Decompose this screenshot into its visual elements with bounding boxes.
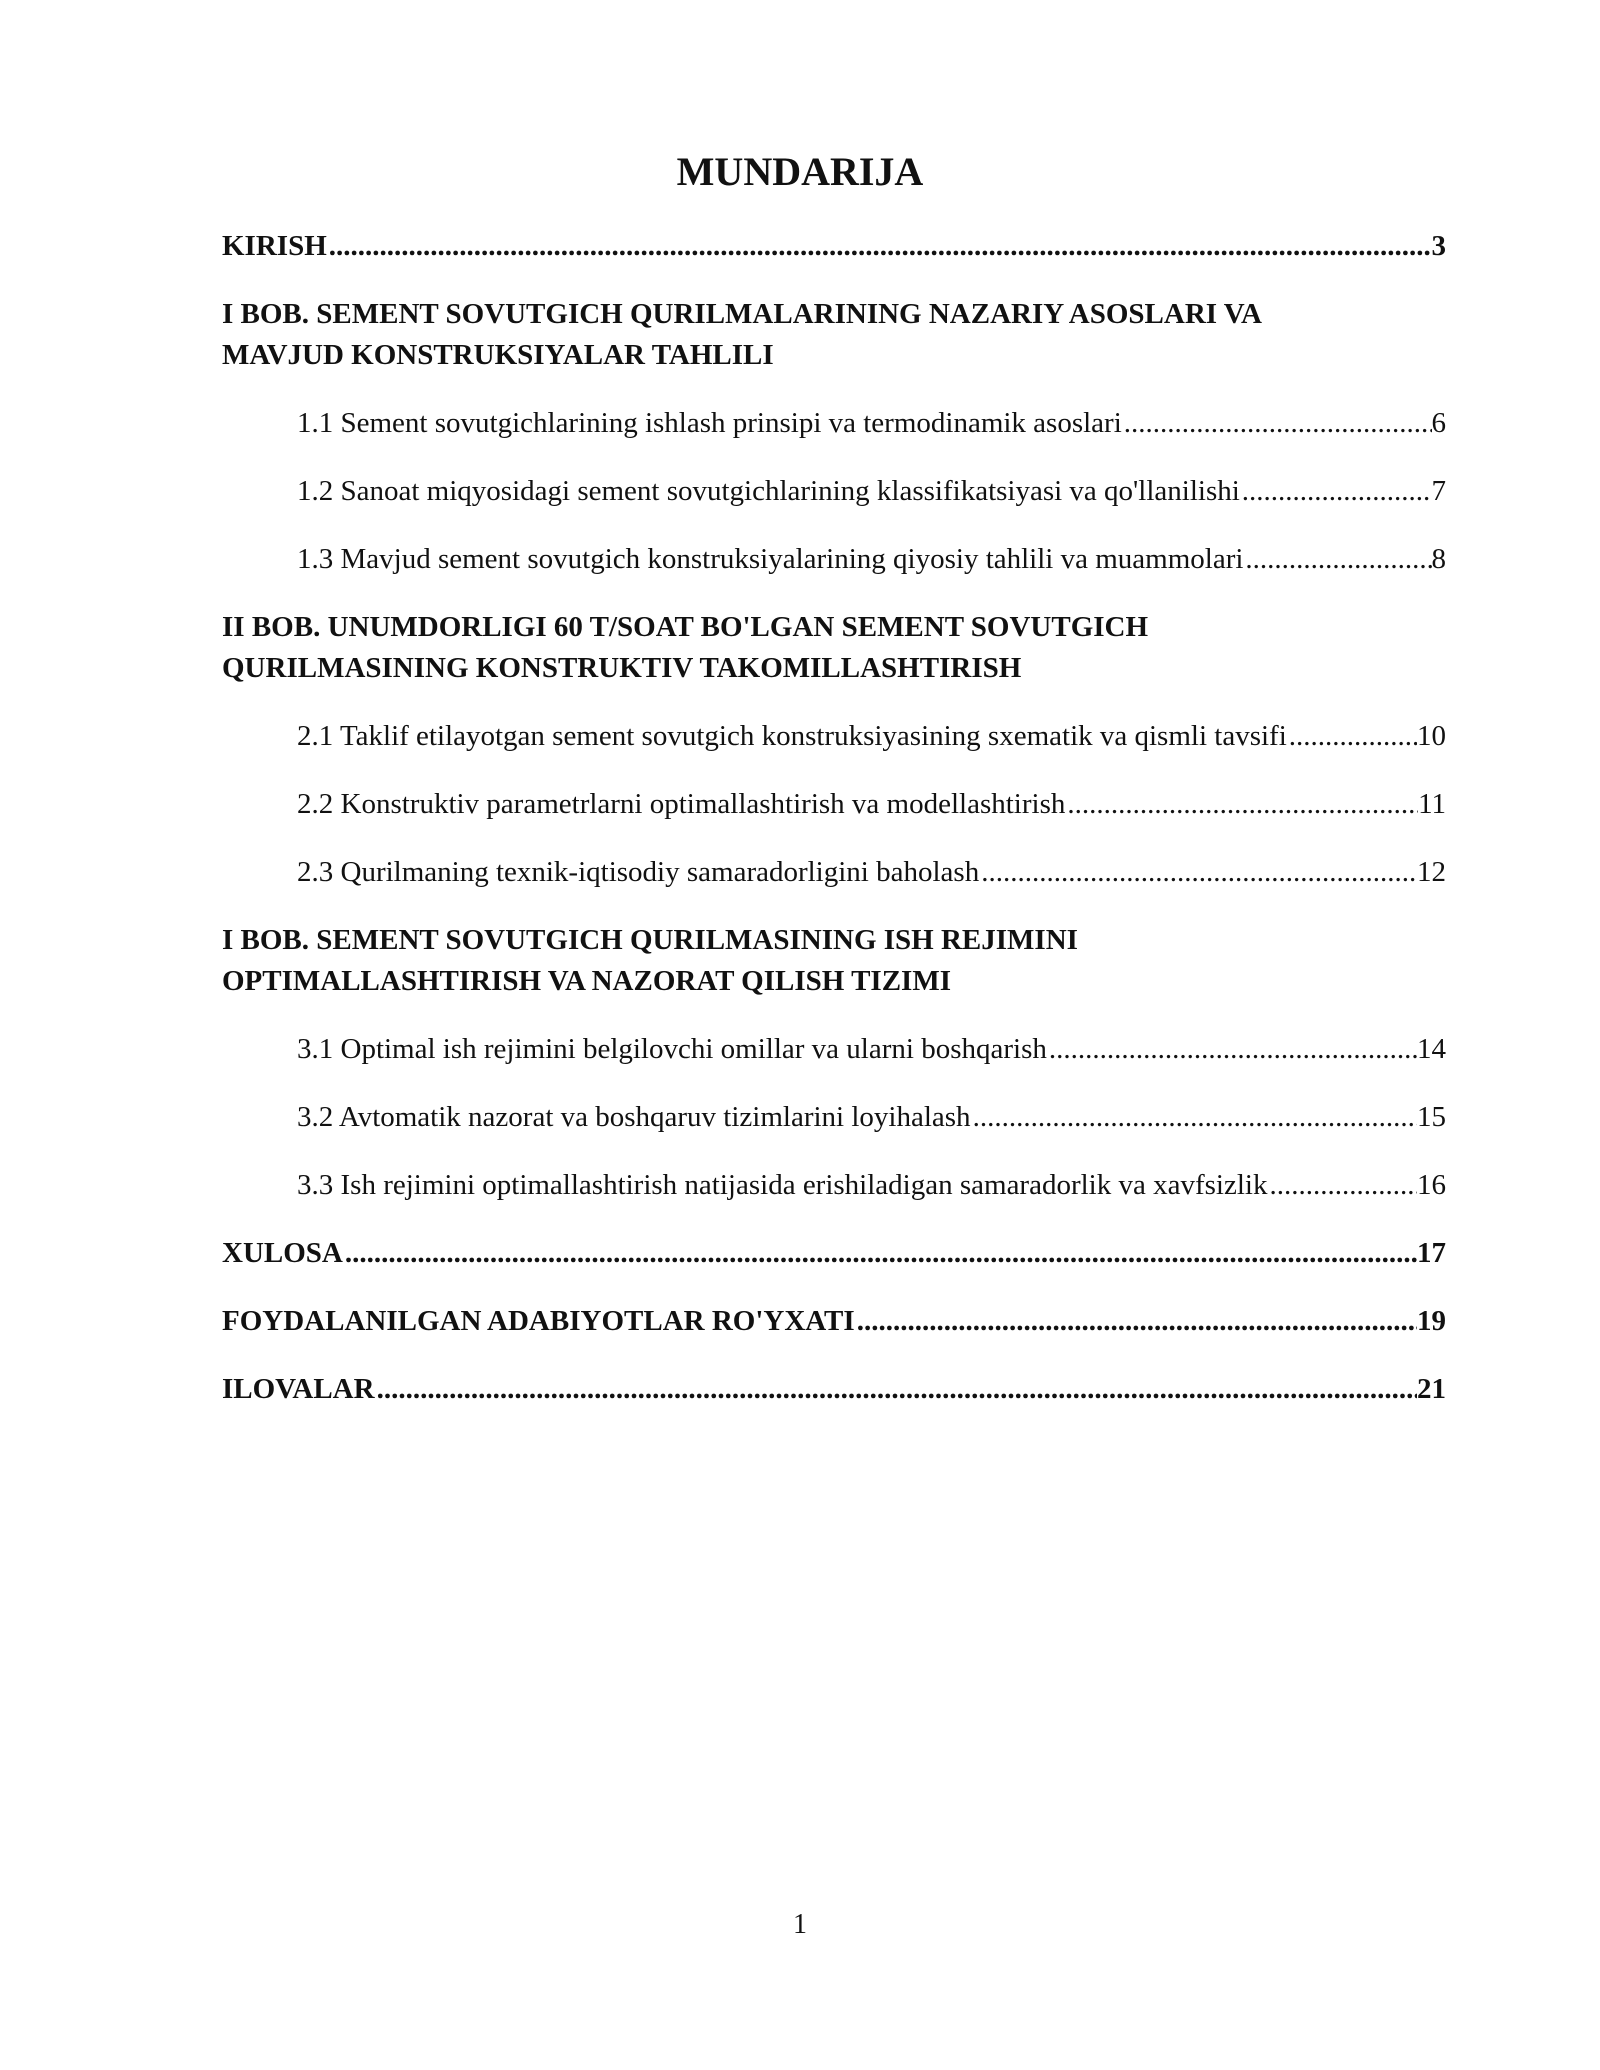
toc-page-number: 8 bbox=[1431, 543, 1446, 575]
toc-entry-1-3[interactable] bbox=[222, 539, 1446, 580]
dot-leader bbox=[855, 1301, 1417, 1342]
toc-page-number: 3 bbox=[1431, 230, 1446, 262]
dot-leader bbox=[1287, 716, 1417, 757]
toc-page-number: 21 bbox=[1417, 1373, 1446, 1405]
dot-leader bbox=[1047, 1029, 1417, 1070]
toc-entry-label: 2.1 Taklif etilayotgan sement sovutgich konstruksiyasining sxematik va qismli tavsifi bbox=[297, 720, 1287, 752]
toc-entry-1-2[interactable] bbox=[222, 471, 1446, 512]
chapter-heading-line[interactable]: I BOB. SEMENT SOVUTGICH QURILMASINING ISH REJIMINI bbox=[222, 924, 1078, 956]
toc-entry-label: ILOVALAR bbox=[222, 1373, 375, 1405]
toc-entry-ilovalar[interactable] bbox=[222, 1369, 1446, 1410]
toc-entry-label: FOYDALANILGAN ADABIYOTLAR RO'YXATI bbox=[222, 1305, 855, 1337]
page-number: 1 bbox=[793, 1909, 807, 1940]
chapter-heading-line[interactable]: II BOB. UNUMDORLIGI 60 T/SOAT BO'LGAN SEMENT SOVUTGICH bbox=[222, 611, 1149, 643]
toc-entry-label: 1.1 Sement sovutgichlarining ishlash prinsipi va termodinamik asoslari bbox=[297, 407, 1122, 439]
toc-page-number: 14 bbox=[1417, 1033, 1446, 1065]
toc-page-number: 11 bbox=[1418, 788, 1446, 820]
chapter-heading-line[interactable]: QURILMASINING KONSTRUKTIV TAKOMILLASHTIRISH bbox=[222, 652, 1022, 684]
toc-entry-label: 2.2 Konstruktiv parametrlarni optimallashtirish va modellashtirish bbox=[297, 788, 1066, 820]
toc-entry-label: 3.3 Ish rejimini optimallashtirish natijasida erishiladigan samaradorlik va xavfsizlik bbox=[297, 1169, 1268, 1201]
toc-entry-3-2[interactable] bbox=[222, 1097, 1446, 1138]
toc-entry-3-3[interactable] bbox=[222, 1165, 1446, 1206]
toc-entry-1-1[interactable] bbox=[222, 403, 1446, 444]
toc-entry-3-1[interactable] bbox=[222, 1029, 1446, 1070]
toc-entry-adabiyotlar[interactable] bbox=[222, 1301, 1446, 1342]
toc-entry-label: 1.2 Sanoat miqyosidagi sement sovutgichlarining klassifikatsiyasi va qo'llanilishi bbox=[297, 475, 1240, 507]
toc-entry-label: 2.3 Qurilmaning texnik-iqtisodiy samaradorligini baholash bbox=[297, 856, 980, 888]
toc-entry-kirish[interactable] bbox=[222, 226, 1446, 267]
dot-leader bbox=[1240, 471, 1432, 512]
toc-entry-label: 3.1 Optimal ish rejimini belgilovchi omillar va ularni boshqarish bbox=[297, 1033, 1047, 1065]
chapter-2-block bbox=[222, 607, 1446, 689]
dot-leader bbox=[1243, 539, 1431, 580]
toc-page-number: 10 bbox=[1417, 720, 1446, 752]
chapter-3-block bbox=[222, 920, 1446, 1002]
toc-page-number: 16 bbox=[1417, 1169, 1446, 1201]
toc-entry-label: XULOSA bbox=[222, 1237, 343, 1269]
toc-entry-xulosa[interactable] bbox=[222, 1233, 1446, 1274]
toc-entry-2-2[interactable] bbox=[222, 784, 1446, 825]
chapter-heading-line[interactable]: I BOB. SEMENT SOVUTGICH QURILMALARINING NAZARIY ASOSLARI VA bbox=[222, 298, 1262, 330]
toc-page-number: 17 bbox=[1417, 1237, 1446, 1269]
dot-leader bbox=[343, 1233, 1417, 1274]
toc-page-number: 12 bbox=[1417, 856, 1446, 888]
dot-leader bbox=[327, 226, 1432, 267]
toc-page-number: 15 bbox=[1417, 1101, 1446, 1133]
page-title: MUNDARIJA bbox=[676, 149, 924, 194]
table-of-contents bbox=[222, 226, 1446, 1410]
dot-leader bbox=[979, 852, 1417, 893]
dot-leader bbox=[375, 1369, 1417, 1410]
chapter-1-block bbox=[222, 294, 1446, 376]
toc-page-number: 19 bbox=[1417, 1305, 1446, 1337]
toc-entry-label: 3.2 Avtomatik nazorat va boshqaruv tizimlarini loyihalash bbox=[297, 1101, 971, 1133]
toc-entry-2-3[interactable] bbox=[222, 852, 1446, 893]
dot-leader bbox=[1267, 1165, 1417, 1206]
toc-entry-label: KIRISH bbox=[222, 230, 327, 262]
toc-page-number: 7 bbox=[1431, 475, 1446, 507]
dot-leader bbox=[1122, 403, 1432, 444]
toc-entry-label: 1.3 Mavjud sement sovutgich konstruksiyalarining qiyosiy tahlili va muammolari bbox=[297, 543, 1244, 575]
dot-leader bbox=[971, 1097, 1417, 1138]
chapter-heading-line[interactable]: OPTIMALLASHTIRISH VA NAZORAT QILISH TIZIMI bbox=[222, 965, 951, 997]
toc-entry-2-1[interactable] bbox=[222, 716, 1446, 757]
toc-page-number: 6 bbox=[1431, 407, 1446, 439]
dot-leader bbox=[1065, 784, 1418, 825]
chapter-heading-line[interactable]: MAVJUD KONSTRUKSIYALAR TAHLILI bbox=[222, 339, 774, 371]
